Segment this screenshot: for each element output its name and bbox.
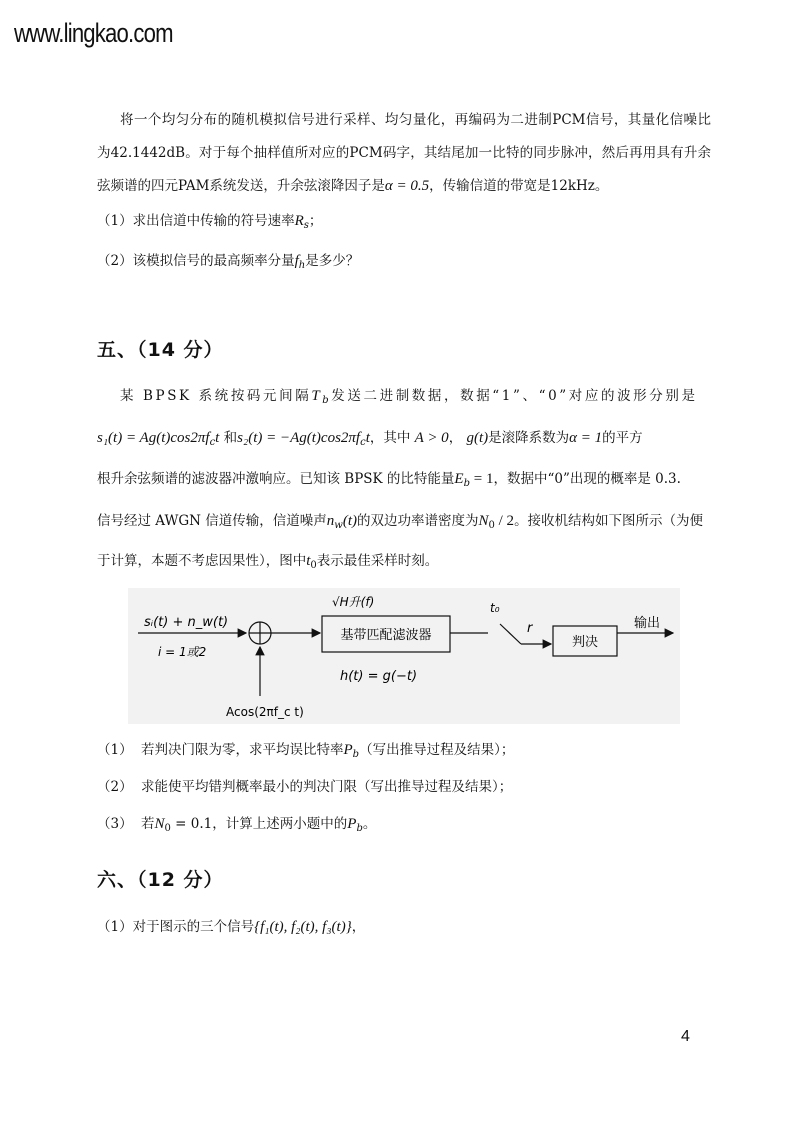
condition-formula: A > 0 bbox=[414, 430, 449, 446]
symbol: T bbox=[311, 388, 323, 404]
text-span: ，传输信道的带宽是12kHz。 bbox=[429, 178, 609, 194]
text-span: 是多少？ bbox=[305, 253, 360, 269]
text-span: ，其中 bbox=[369, 430, 411, 446]
value: = 1 bbox=[470, 471, 494, 487]
symbol-subscript: c bbox=[209, 437, 216, 448]
signal-set-formula: {f₁(t), f₂(t), f₃(t)} bbox=[254, 919, 352, 935]
question-number: （3） bbox=[97, 816, 133, 832]
symbol: E bbox=[454, 471, 464, 487]
symbol-subscript: 0 bbox=[310, 560, 317, 571]
text-span: 发送二进制数据，数据“1”、“0”对应的波形分别是 bbox=[331, 388, 698, 404]
output-label: 输出 bbox=[634, 616, 661, 631]
symbol: N bbox=[154, 816, 165, 832]
question-number: （2） bbox=[97, 779, 133, 795]
text-span: 。 bbox=[362, 816, 377, 832]
matched-filter-label: 基带匹配滤波器 bbox=[340, 628, 432, 643]
question-item bbox=[97, 740, 711, 765]
symbol-subscript: 0 bbox=[488, 520, 495, 531]
sample-value-label: r bbox=[527, 621, 533, 636]
text-span: 表示最佳采样时刻。 bbox=[316, 553, 439, 569]
decision-label: 判决 bbox=[571, 635, 599, 650]
section-heading: 五、（14 分） bbox=[97, 339, 224, 361]
text-span: （写出推导过程及结果）； bbox=[359, 742, 515, 758]
symbol: g(t) bbox=[466, 430, 489, 446]
problem-paragraph-line bbox=[97, 176, 711, 196]
symbol-subscript: c bbox=[360, 437, 366, 448]
receiver-block-diagram bbox=[128, 588, 680, 724]
text-span: 于计算，本题不考虑因果性），图中 bbox=[97, 553, 307, 569]
sqrt-spectrum-label: √H升(f) bbox=[332, 595, 375, 609]
carrier-label: Acos(2πf_c t) bbox=[226, 705, 304, 719]
problem-paragraph-line bbox=[97, 511, 711, 536]
index-label: i = 1或2 bbox=[158, 645, 207, 659]
text-span: （2）该模拟信号的最高频率分量 bbox=[97, 253, 295, 269]
text-span: = 0.1，计算上述两小题中的 bbox=[170, 816, 348, 832]
waveform-formula: s₂(t) = −Ag(t)cos2πf bbox=[237, 430, 361, 446]
page-number: 4 bbox=[681, 1028, 690, 1045]
text-span: ， bbox=[351, 919, 366, 935]
symbol-subscript: w bbox=[334, 520, 343, 531]
symbol: n bbox=[326, 513, 335, 529]
text-span: 的平方 bbox=[602, 430, 643, 446]
site-watermark: www.lingkao.com bbox=[14, 18, 173, 48]
symbol: t bbox=[365, 430, 370, 446]
question-number: （1） bbox=[97, 742, 133, 758]
question-item bbox=[97, 251, 711, 276]
text-span: 若 bbox=[141, 816, 155, 832]
symbol: f bbox=[294, 253, 299, 269]
text-span: 某 BPSK 系统按码元间隔 bbox=[120, 388, 312, 404]
symbol: P bbox=[343, 742, 353, 758]
text-span: 是滚降系数为 bbox=[488, 430, 570, 446]
text-span: 的双边功率谱密度为 bbox=[357, 513, 479, 529]
symbol: t bbox=[306, 553, 311, 569]
waveform-formula: s₁(t) = Ag(t)cos2πf bbox=[97, 430, 210, 446]
text-span: 求能使平均错判概率最小的判决门限（写出推导过程及结果）； bbox=[141, 779, 513, 795]
rolloff-formula: α = 1 bbox=[569, 430, 603, 446]
text-span: 。接收机结构如下图所示（为便 bbox=[514, 513, 704, 529]
sample-time-label: t₀ bbox=[490, 601, 500, 615]
question-item bbox=[97, 777, 711, 797]
text-span: 弦频谱的四元PAM系统发送，升余弦滚降因子是 bbox=[97, 178, 385, 194]
symbol-subscript: b bbox=[463, 478, 470, 489]
text-span: 和 bbox=[223, 430, 238, 446]
text-span: （1）对于图示的三个信号 bbox=[97, 919, 255, 935]
problem-paragraph-line bbox=[97, 469, 711, 494]
symbol: t bbox=[215, 430, 220, 446]
symbol-subscript: 0 bbox=[164, 823, 171, 834]
input-signal-label: sᵢ(t) + n_w(t) bbox=[144, 615, 229, 630]
symbol: R bbox=[294, 213, 304, 229]
text-span: ； bbox=[308, 213, 323, 229]
problem-paragraph-line: 为42.1442dB。对于每个抽样值所对应的PCM码字，其结尾加一比特的同步脉冲，然后再用具有升余 bbox=[97, 145, 711, 161]
value: / 2 bbox=[494, 513, 515, 529]
text-span: 信号经过 AWGN 信道传输，信道噪声 bbox=[97, 513, 327, 529]
question-item bbox=[97, 814, 711, 839]
text-span: 根升余弦频谱的滤波器冲激响应。已知该 BPSK 的比特能量 bbox=[97, 471, 455, 487]
symbol-subscript: s bbox=[303, 220, 309, 231]
symbol: N bbox=[478, 513, 489, 529]
question-item bbox=[97, 917, 711, 937]
problem-paragraph-line: $s_1(t) = Ag(t)\cos 2\pi f_ct$ 和$s_2(t) = -Ag(t)\cos 2\pi f_ct$，其中 A > 0， g(t)是滚降系数为α = 1的平方 bbox=[97, 430, 643, 448]
problem-paragraph-line bbox=[97, 551, 711, 576]
text-span: 若判决门限为零，求平均误比特率 bbox=[141, 742, 344, 758]
symbol: (t) bbox=[342, 513, 357, 529]
symbol: P bbox=[347, 816, 357, 832]
problem-paragraph-line: 将一个均匀分布的随机模拟信号进行采样、均匀量化，再编码为二进制PCM信号，其量化信噪比 bbox=[120, 112, 711, 128]
symbol-subscript: b bbox=[352, 749, 360, 760]
rolloff-formula: α = 0.5 bbox=[384, 178, 430, 194]
text-span: ，数据中“0”出现的概率是 0.3. bbox=[493, 471, 681, 487]
problem-paragraph-line bbox=[120, 386, 711, 411]
question-item bbox=[97, 211, 711, 236]
symbol-subscript: b bbox=[356, 823, 363, 834]
text-span: （1）求出信道中传输的符号速率 bbox=[97, 213, 295, 229]
impulse-response-label: h(t) = g(−t) bbox=[340, 669, 418, 684]
symbol-subscript: h bbox=[298, 260, 306, 271]
symbol-subscript: b bbox=[322, 395, 332, 406]
section-heading: 六、（12 分） bbox=[97, 869, 224, 891]
